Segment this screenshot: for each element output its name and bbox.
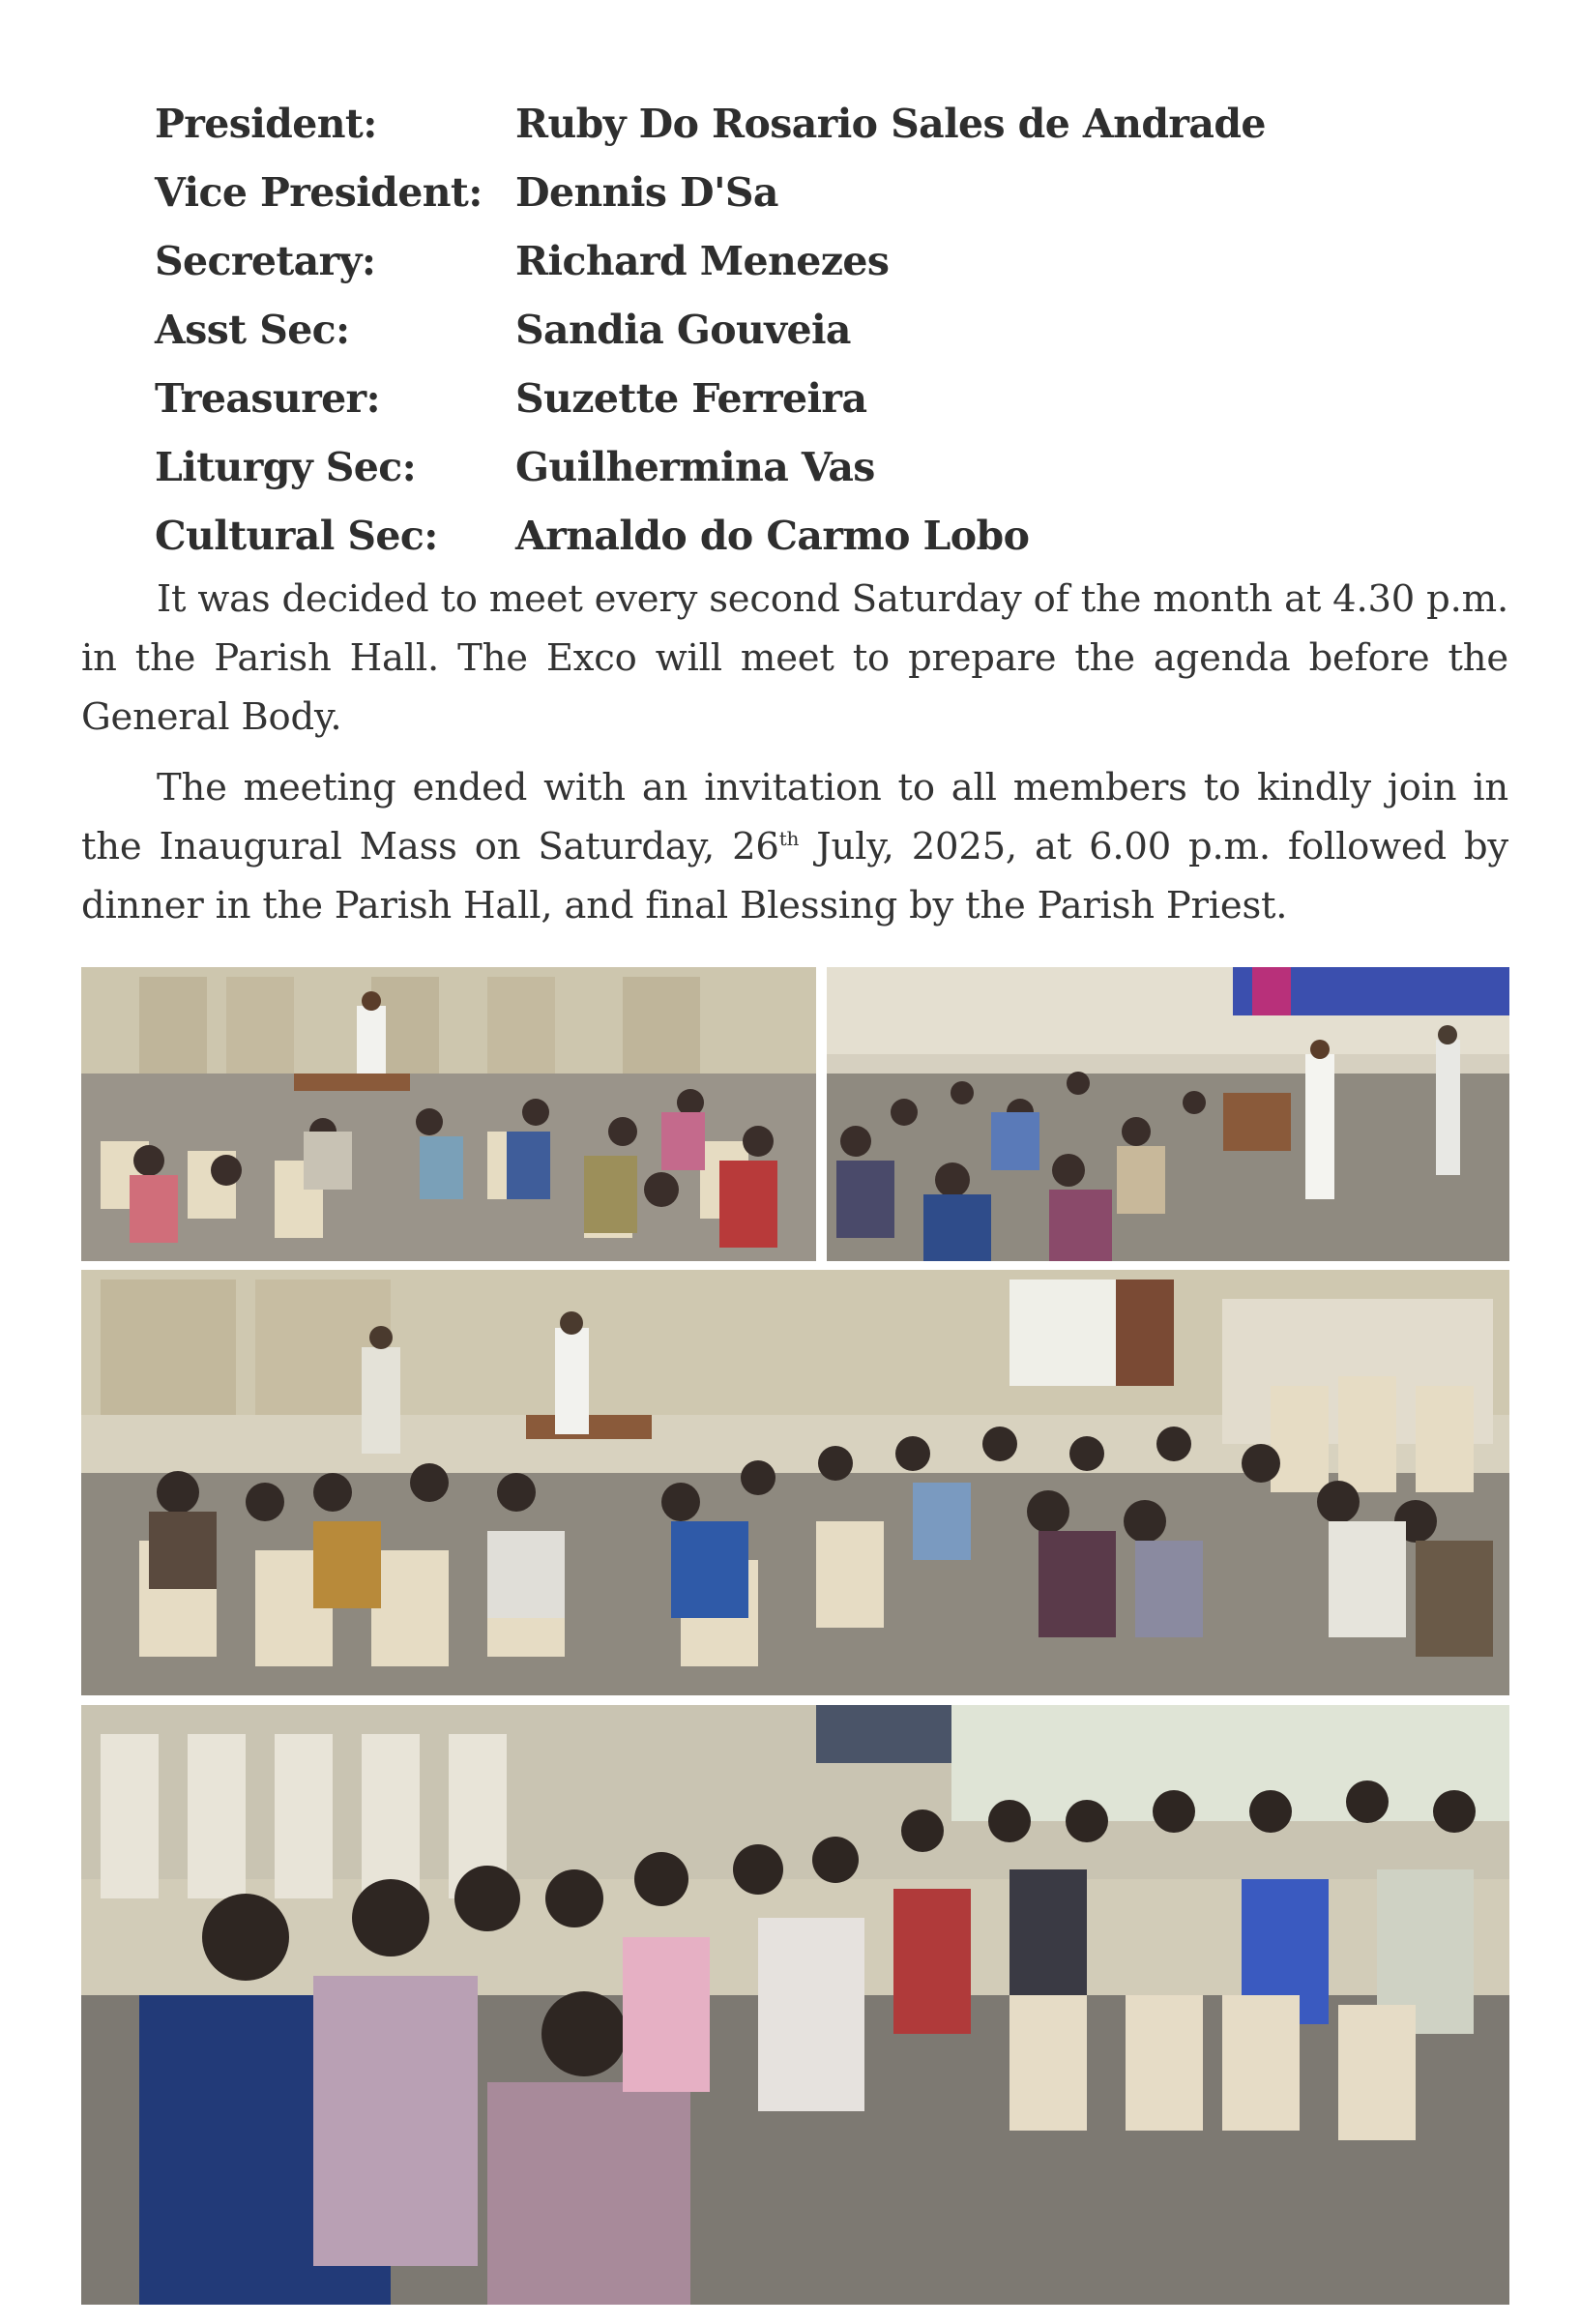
ordinal-suffix: th: [778, 827, 800, 851]
officer-name: Arnaldo do Carmo Lobo: [515, 512, 1030, 559]
officer-row-vice-president: [155, 158, 1412, 226]
officer-row-liturgy-sec: [155, 432, 1412, 501]
officer-name: Ruby Do Rosario Sales de Andrade: [515, 100, 1266, 147]
officer-role: Secretary:: [155, 237, 376, 284]
officer-row-secretary: [155, 226, 1412, 295]
officer-role: Asst Sec:: [155, 306, 350, 353]
officer-role: Liturgy Sec:: [155, 443, 417, 490]
photo-illustration: [81, 967, 816, 1261]
officer-role: Treasurer:: [155, 374, 381, 422]
officer-name: Dennis D'Sa: [515, 168, 778, 216]
paragraph-text: The meeting ended with an invitation to all members to kindly join in the Inaugural Mass on Saturday, 26: [81, 766, 1508, 868]
officer-role: President:: [155, 100, 377, 147]
meeting-photo-4: [81, 1705, 1509, 2305]
meeting-photo-1: [81, 967, 816, 1261]
paragraph-text: July, 2025, at 6.00 p.m. followed by dinner in the Parish Hall, and final Blessing by the Parish Priest.: [81, 825, 1508, 927]
officer-name: Sandia Gouveia: [515, 306, 851, 353]
photo-illustration: [81, 1705, 1509, 2305]
officer-name: Richard Menezes: [515, 237, 890, 284]
paragraph-inaugural-mass: [81, 758, 1508, 935]
officer-row-asst-sec: [155, 295, 1412, 364]
meeting-photo-3: [81, 1270, 1509, 1695]
photo-illustration: [827, 967, 1509, 1261]
officer-role: Cultural Sec:: [155, 512, 438, 559]
officer-name: Guilhermina Vas: [515, 443, 875, 490]
photo-illustration: [81, 1270, 1509, 1695]
officer-name: Suzette Ferreira: [515, 374, 867, 422]
officers-list: [155, 89, 1412, 570]
officer-row-treasurer: [155, 364, 1412, 432]
meeting-photo-2: [827, 967, 1509, 1261]
officer-row-cultural-sec: [155, 501, 1412, 570]
officer-role: Vice President:: [155, 168, 483, 216]
paragraph-meeting-schedule: It was decided to meet every second Saturday of the month at 4.30 p.m. in the Parish Hall. The Exco will meet to prepare the agenda before the General Body.: [81, 577, 1508, 739]
officer-row-president: [155, 89, 1412, 158]
